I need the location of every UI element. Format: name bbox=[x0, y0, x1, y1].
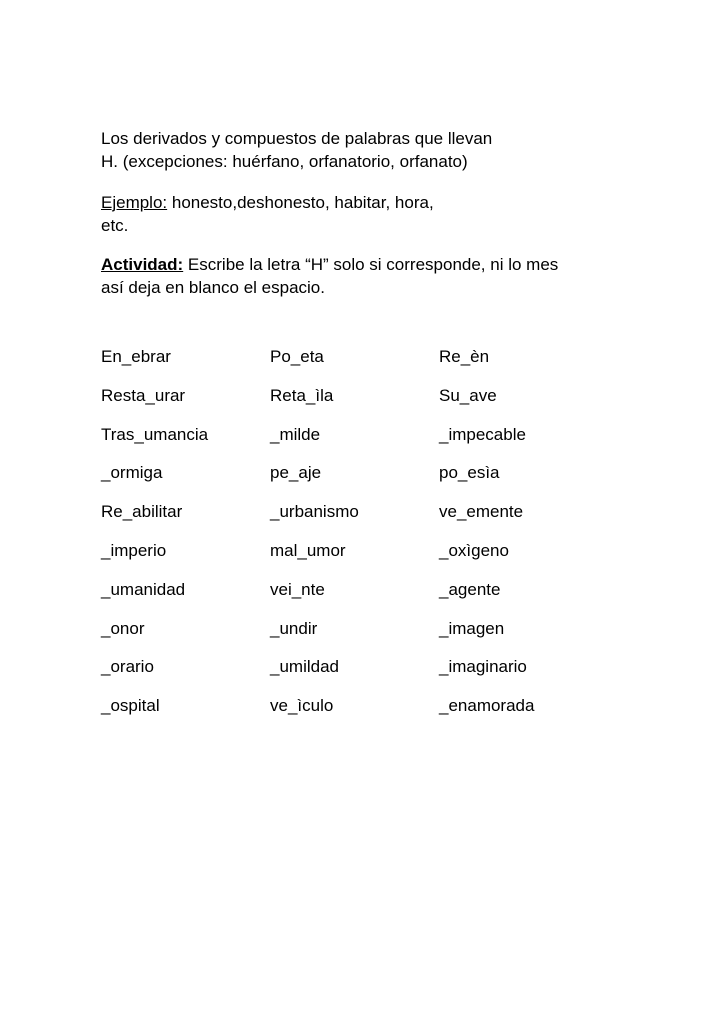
exercise-word: ve_emente bbox=[439, 502, 524, 521]
activity-text: Escribe la letra “H” solo si corresponde, ni lo mes bbox=[183, 255, 559, 274]
example-text: honesto,deshonesto, habitar, hora, bbox=[167, 193, 434, 212]
example-line-1 bbox=[101, 191, 434, 214]
exercise-word: _urbanismo bbox=[270, 502, 359, 521]
exercise-word: _onor bbox=[101, 619, 145, 638]
exercise-word: _enamorada bbox=[439, 696, 535, 715]
exercise-word: mal_umor bbox=[270, 541, 346, 560]
exercise-word: pe_aje bbox=[270, 463, 322, 482]
exercise-word: po_esìa bbox=[439, 463, 500, 482]
exercise-word: _oxìgeno bbox=[439, 541, 509, 560]
exercise-word: ve_ìculo bbox=[270, 696, 334, 715]
exercise-word: _ospital bbox=[101, 696, 160, 715]
exercise-word: _undir bbox=[270, 619, 318, 638]
exercise-word: _milde bbox=[270, 425, 321, 444]
exercise-word: _agente bbox=[439, 580, 501, 599]
exercise-word: _orario bbox=[101, 657, 154, 676]
activity-line-1 bbox=[101, 253, 558, 276]
rule-line-1: Los derivados y compuestos de palabras que llevan bbox=[101, 129, 493, 148]
exercise-word: _impecable bbox=[439, 425, 526, 444]
exercise-word: _imperio bbox=[101, 541, 167, 560]
exercise-word: Re_èn bbox=[439, 347, 490, 366]
exercise-word: _ormiga bbox=[101, 463, 163, 482]
rule-line-2: H. (excepciones: huérfano, orfanatorio, orfanato) bbox=[101, 152, 468, 171]
rule-paragraph bbox=[101, 127, 492, 173]
activity-paragraph bbox=[101, 253, 558, 299]
exercise-word: Resta_urar bbox=[101, 386, 186, 405]
activity-line-2: así deja en blanco el espacio. bbox=[101, 278, 325, 297]
exercise-word: Tras_umancia bbox=[101, 425, 209, 444]
exercise-word: En_ebrar bbox=[101, 347, 171, 366]
exercise-word: vei_nte bbox=[270, 580, 325, 599]
exercise-word: _umildad bbox=[270, 657, 339, 676]
exercise-word: _imaginario bbox=[439, 657, 527, 676]
example-line-2: etc. bbox=[101, 216, 129, 235]
exercise-word: Reta_ìla bbox=[270, 386, 334, 405]
activity-label: Actividad: bbox=[101, 255, 184, 274]
example-label: Ejemplo: bbox=[101, 193, 168, 212]
exercise-word: _umanidad bbox=[101, 580, 186, 599]
example-paragraph bbox=[101, 191, 434, 237]
exercise-word: _imagen bbox=[439, 619, 505, 638]
exercise-word: Po_eta bbox=[270, 347, 324, 366]
exercise-word: Su_ave bbox=[439, 386, 497, 405]
exercise-word: Re_abilitar bbox=[101, 502, 183, 521]
